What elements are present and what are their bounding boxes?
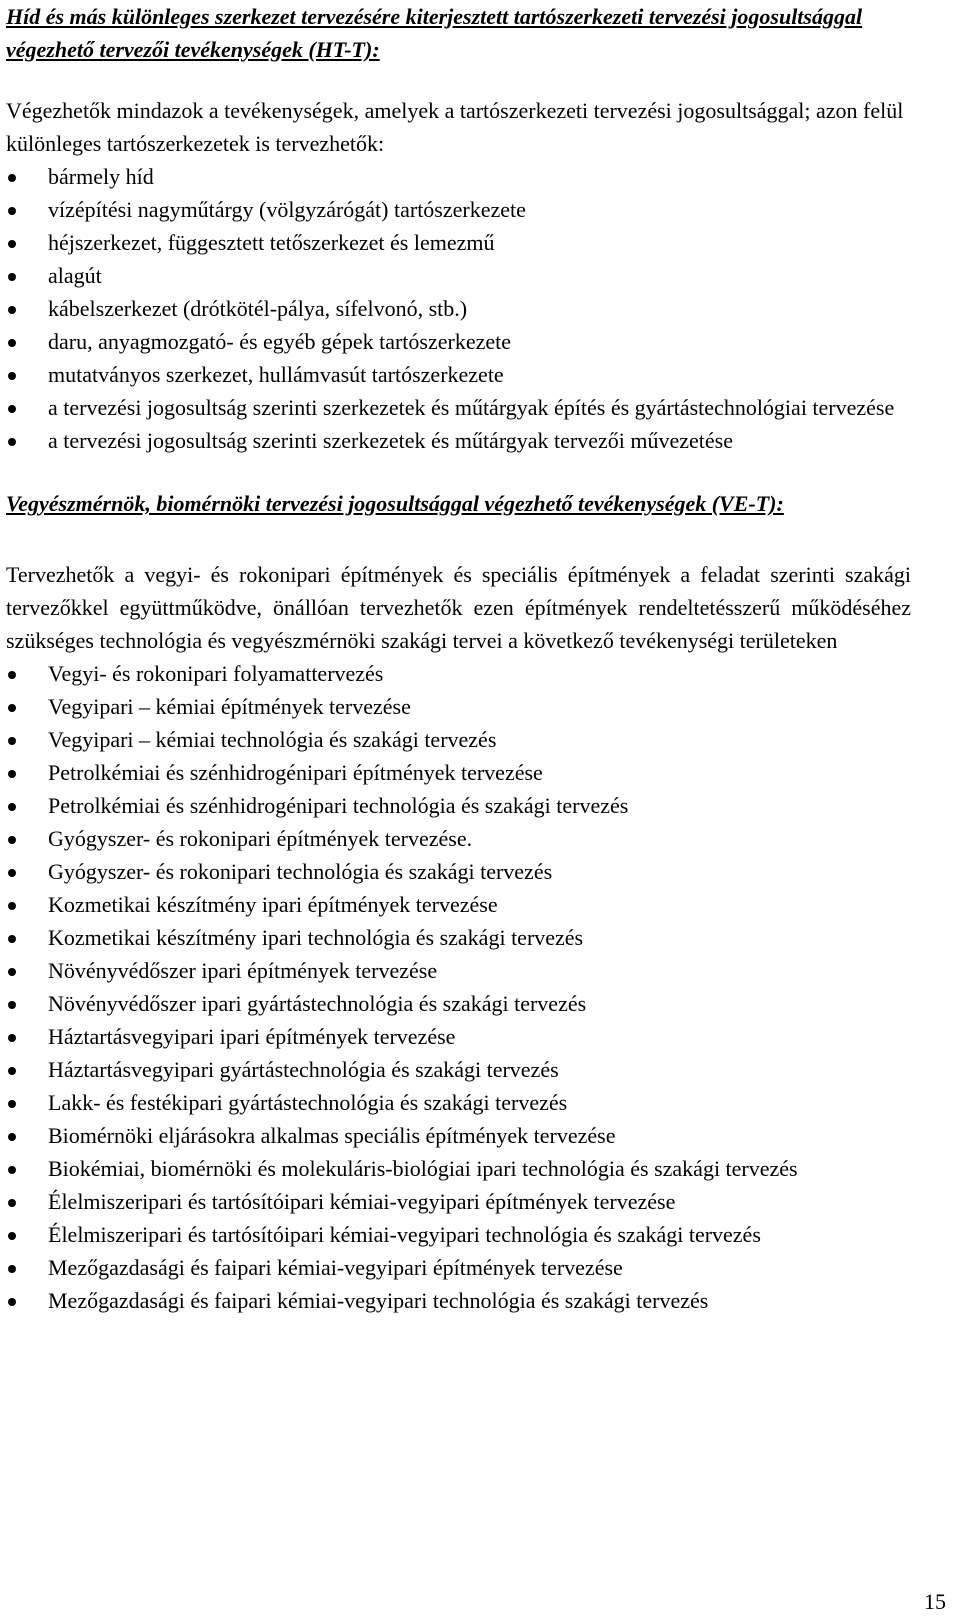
list-item-text: Kozmetikai készítmény ipari építmények tervezése	[48, 892, 498, 917]
list-item-text: Gyógyszer- és rokonipari építmények tervezése.	[48, 826, 473, 851]
list-item	[6, 193, 911, 226]
bullet-icon	[8, 671, 16, 679]
list-item-text: Mezőgazdasági és faipari kémiai-vegyipari építmények tervezése	[48, 1255, 623, 1280]
bullet-icon	[8, 273, 16, 281]
list-item-text: Petrolkémiai és szénhidrogénipari technológia és szakági tervezés	[48, 793, 629, 818]
list-item	[6, 822, 911, 855]
list-item	[6, 1086, 911, 1119]
list-item	[6, 1251, 911, 1284]
bullet-icon	[8, 405, 16, 413]
list-item	[6, 1020, 911, 1053]
list-item	[6, 855, 911, 888]
list-item	[6, 391, 911, 424]
list-item-text: Növényvédőszer ipari építmények tervezése	[48, 958, 438, 983]
list-item-text: a tervezési jogosultság szerinti szerkezetek és műtárgyak tervezői művezetése	[48, 428, 733, 453]
list-item	[6, 1053, 911, 1086]
bullet-list-ve	[6, 657, 911, 1317]
list-item-text: Kozmetikai készítmény ipari technológia és szakági tervezés	[48, 925, 584, 950]
list-item	[6, 325, 911, 358]
list-item	[6, 160, 911, 193]
bullet-icon	[8, 240, 16, 248]
bullet-icon	[8, 770, 16, 778]
list-item	[6, 723, 911, 756]
list-item-text: bármely híd	[48, 164, 154, 189]
list-item	[6, 424, 911, 457]
section-intro-ht: Végezhetők mindazok a tevékenységek, amelyek a tartószerkezeti tervezési jogosultsággal; azon felül különleges tartószerkezetek is tervezhetők:	[6, 98, 904, 156]
bullet-icon	[8, 1067, 16, 1075]
section-heading-ve: Vegyészmérnök, biomérnöki tervezési jogosultsággal végezhető tevékenységek (VE-T):	[6, 491, 784, 516]
bullet-icon	[8, 1298, 16, 1306]
list-item	[6, 690, 911, 723]
section-heading-ht: Híd és más különleges szerkezet tervezésére kiterjesztett tartószerkezeti tervezési jogosultsággal végezhető tervezői tevékenységek (HT-T):	[6, 4, 863, 62]
section-intro-ve: Tervezhetők a vegyi- és rokonipari építmények és speciális építmények a feladat szerinti szakági tervezőkkel együttműködve, önállóan tervezhetők ezen építmények rendeltetésszerű működéséhez szükséges technológia és vegyészmérnöki szakági tervei a következő tevékenységi területeken	[6, 562, 911, 653]
list-item-text: alagút	[48, 263, 102, 288]
list-item-text: Mezőgazdasági és faipari kémiai-vegyipari technológia és szakági tervezés	[48, 1288, 709, 1313]
bullet-icon	[8, 902, 16, 910]
bullet-icon	[8, 869, 16, 877]
list-item-text: Élelmiszeripari és tartósítóipari kémiai-vegyipari építmények tervezése	[48, 1189, 676, 1214]
list-item-text: Lakk- és festékipari gyártástechnológia és szakági tervezés	[48, 1090, 568, 1115]
list-item-text: Vegyipari – kémiai építmények tervezése	[48, 694, 411, 719]
list-item-text: daru, anyagmozgató- és egyéb gépek tartószerkezete	[48, 329, 511, 354]
bullet-icon	[8, 207, 16, 215]
list-item	[6, 1185, 911, 1218]
bullet-icon	[8, 1232, 16, 1240]
bullet-icon	[8, 935, 16, 943]
list-item	[6, 1218, 911, 1251]
bullet-icon	[8, 1034, 16, 1042]
bullet-icon	[8, 836, 16, 844]
list-item	[6, 259, 911, 292]
list-item	[6, 789, 911, 822]
document-page	[6, 0, 911, 1317]
list-item	[6, 1284, 911, 1317]
list-item	[6, 292, 911, 325]
list-item-text: Biokémiai, biomérnöki és molekuláris-biológiai ipari technológia és szakági tervezés	[48, 1156, 798, 1181]
list-item-text: Biomérnöki eljárásokra alkalmas speciális építmények tervezése	[48, 1123, 616, 1148]
list-item-text: kábelszerkezet (drótkötél-pálya, sífelvonó, stb.)	[48, 296, 468, 321]
list-item	[6, 1152, 911, 1185]
bullet-icon	[8, 737, 16, 745]
bullet-icon	[8, 803, 16, 811]
bullet-icon	[8, 306, 16, 314]
list-item	[6, 921, 911, 954]
list-item	[6, 888, 911, 921]
list-item	[6, 756, 911, 789]
bullet-icon	[8, 372, 16, 380]
bullet-icon	[8, 1199, 16, 1207]
list-item-text: vízépítési nagyműtárgy (völgyzárógát) tartószerkezete	[48, 197, 526, 222]
bullet-icon	[8, 1001, 16, 1009]
list-item-text: Növényvédőszer ipari gyártástechnológia és szakági tervezés	[48, 991, 587, 1016]
bullet-icon	[8, 1265, 16, 1273]
bullet-icon	[8, 339, 16, 347]
list-item	[6, 657, 911, 690]
bullet-icon	[8, 174, 16, 182]
list-item	[6, 987, 911, 1020]
list-item-text: Háztartásvegyipari ipari építmények tervezése	[48, 1024, 456, 1049]
list-item	[6, 358, 911, 391]
list-item-text: mutatványos szerkezet, hullámvasút tartószerkezete	[48, 362, 504, 387]
bullet-icon	[8, 1100, 16, 1108]
bullet-icon	[8, 1133, 16, 1141]
list-item	[6, 226, 911, 259]
bullet-list-ht	[6, 160, 911, 457]
page-number: 15	[924, 1589, 946, 1614]
bullet-icon	[8, 1166, 16, 1174]
bullet-icon	[8, 704, 16, 712]
bullet-icon	[8, 968, 16, 976]
list-item-text: Petrolkémiai és szénhidrogénipari építmények tervezése	[48, 760, 543, 785]
list-item-text: Élelmiszeripari és tartósítóipari kémiai-vegyipari technológia és szakági tervezés	[48, 1222, 761, 1247]
list-item-text: Háztartásvegyipari gyártástechnológia és szakági tervezés	[48, 1057, 559, 1082]
list-item-text: Vegyipari – kémiai technológia és szakági tervezés	[48, 727, 497, 752]
list-item-text: Gyógyszer- és rokonipari technológia és szakági tervezés	[48, 859, 553, 884]
list-item	[6, 1119, 911, 1152]
list-item-text: a tervezési jogosultság szerinti szerkezetek és műtárgyak építés és gyártástechnológiai tervezése	[48, 395, 895, 420]
list-item-text: héjszerkezet, függesztett tetőszerkezet és lemezmű	[48, 230, 495, 255]
list-item	[6, 954, 911, 987]
list-item-text: Vegyi- és rokonipari folyamattervezés	[48, 661, 384, 686]
bullet-icon	[8, 438, 16, 446]
